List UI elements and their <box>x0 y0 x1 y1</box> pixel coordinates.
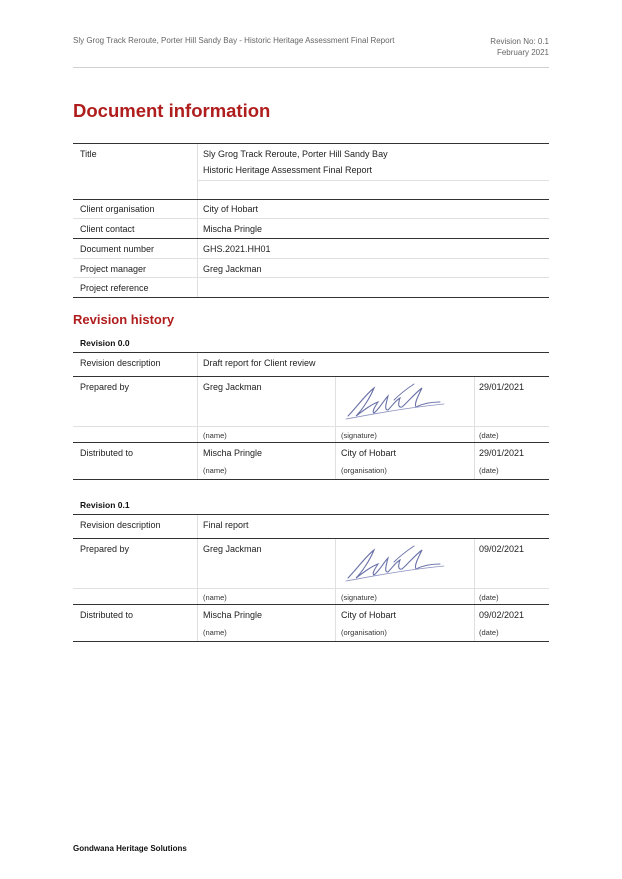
distributed-date: 29/01/2021 <box>479 448 525 458</box>
name-caption: (name) <box>203 593 227 602</box>
table-column-divider <box>335 539 336 641</box>
row-label-project-manager: Project manager <box>80 264 147 274</box>
row-label-title: Title <box>80 149 97 159</box>
row-value-title-line1: Sly Grog Track Reroute, Porter Hill Sandy Bay <box>203 149 388 159</box>
table-rule <box>197 180 549 181</box>
distributed-date: 09/02/2021 <box>479 610 525 620</box>
revision-description-value: Draft report for Client review <box>203 358 316 368</box>
distributed-name: Mischa Pringle <box>203 448 263 458</box>
signature-caption: (signature) <box>341 431 377 440</box>
row-value-client-contact: Mischa Pringle <box>203 224 263 234</box>
date-caption: (date) <box>479 593 499 602</box>
name-caption: (name) <box>203 466 227 475</box>
revision-label: Revision 0.1 <box>80 500 130 510</box>
table-column-divider <box>474 377 475 479</box>
row-value-document-number: GHS.2021.HH01 <box>203 244 271 254</box>
table-rule <box>73 143 549 144</box>
row-label-project-reference: Project reference <box>80 283 149 293</box>
header-report-title: Sly Grog Track Reroute, Porter Hill Sandy Bay - Historic Heritage Assessment Final Report <box>73 36 395 45</box>
distributed-to-label: Distributed to <box>80 448 134 458</box>
row-value-project-manager: Greg Jackman <box>203 264 262 274</box>
table-rule <box>73 277 549 278</box>
table-rule <box>73 588 549 589</box>
header-revision-block <box>490 36 549 58</box>
revision-description-label: Revision description <box>80 358 161 368</box>
date-caption: (date) <box>479 466 499 475</box>
name-caption: (name) <box>203 431 227 440</box>
header-revision: Revision No: 0.1 <box>490 37 549 46</box>
date-caption: (date) <box>479 431 499 440</box>
document-information-heading: Document information <box>73 100 271 121</box>
table-rule <box>73 426 549 427</box>
row-value-title-line2: Historic Heritage Assessment Final Report <box>203 165 373 175</box>
table-rule <box>73 514 549 515</box>
row-label-document-number: Document number <box>80 244 155 254</box>
table-column-divider <box>197 515 198 641</box>
prepared-date: 09/02/2021 <box>479 544 525 554</box>
prepared-by-label: Prepared by <box>80 382 130 392</box>
revision-history-heading: Revision history <box>73 312 175 327</box>
row-value-client-organisation: City of Hobart <box>203 204 259 214</box>
organisation-caption: (organisation) <box>341 628 387 637</box>
table-rule <box>73 218 549 219</box>
revision-description-value: Final report <box>203 520 249 530</box>
signature-image <box>344 380 450 422</box>
table-rule <box>73 604 549 605</box>
header-date: February 2021 <box>496 48 549 57</box>
table-rule <box>73 199 549 200</box>
prepared-by-name: Greg Jackman <box>203 544 262 554</box>
table-rule <box>73 641 549 642</box>
name-caption: (name) <box>203 628 227 637</box>
organisation-caption: (organisation) <box>341 466 387 475</box>
footer-company: Gondwana Heritage Solutions <box>73 844 187 853</box>
distributed-name: Mischa Pringle <box>203 610 263 620</box>
row-label-client-contact: Client contact <box>80 224 135 234</box>
table-rule <box>73 238 549 239</box>
signature-image <box>344 542 450 584</box>
signature-caption: (signature) <box>341 593 377 602</box>
prepared-by-name: Greg Jackman <box>203 382 262 392</box>
table-rule <box>73 297 549 298</box>
distributed-organisation: City of Hobart <box>341 610 397 620</box>
table-rule <box>73 479 549 480</box>
table-rule <box>73 258 549 259</box>
table-column-divider <box>335 377 336 479</box>
table-rule <box>73 376 549 377</box>
table-column-divider <box>474 539 475 641</box>
table-rule <box>73 442 549 443</box>
row-label-client-organisation: Client organisation <box>80 204 155 214</box>
header-divider <box>73 67 549 68</box>
revision-description-label: Revision description <box>80 520 161 530</box>
prepared-by-label: Prepared by <box>80 544 130 554</box>
distributed-to-label: Distributed to <box>80 610 134 620</box>
revision-label: Revision 0.0 <box>80 338 130 348</box>
prepared-date: 29/01/2021 <box>479 382 525 392</box>
table-column-divider <box>197 353 198 479</box>
distributed-organisation: City of Hobart <box>341 448 397 458</box>
table-rule <box>73 538 549 539</box>
date-caption: (date) <box>479 628 499 637</box>
table-column-divider <box>197 144 198 298</box>
table-rule <box>73 352 549 353</box>
